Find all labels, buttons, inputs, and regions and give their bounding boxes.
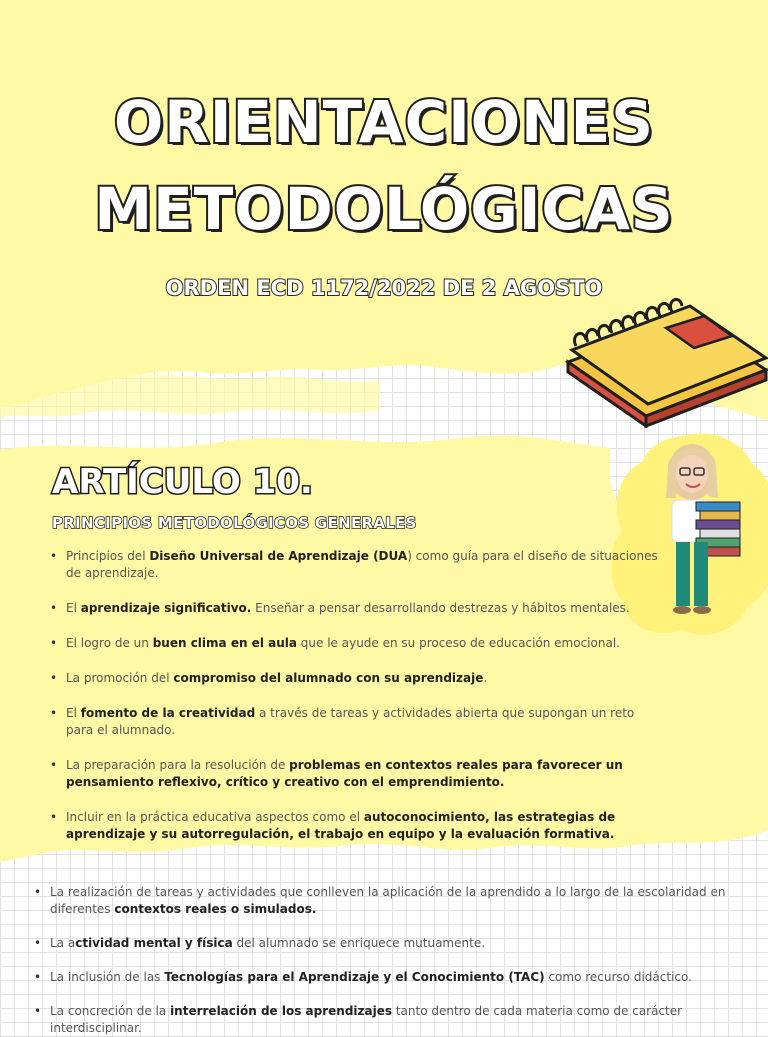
list-item-highlight: interrelación de los aprendizajes: [170, 1004, 393, 1018]
list-item-text: La concreción de la: [50, 1004, 171, 1018]
list-item: [48, 757, 658, 791]
list-item-text: a través de tareas y actividades abierta que supongan un reto para el alumnado.: [66, 706, 635, 737]
list-item-highlight: ctividad mental y física: [75, 936, 233, 950]
list-item-text: Enseñar a pensar desarrollando destrezas y hábitos mentales.: [251, 601, 630, 615]
list-item-text: La a: [50, 936, 76, 950]
list-item: [48, 600, 658, 617]
list-item: [48, 809, 658, 843]
list-item-highlight: autoconocimiento, las estrategias de aprendizaje y su autorregulación, el trabajo en equipo y la evaluación formativa.: [66, 810, 616, 841]
list-item-text: que le ayude en su proceso de educación emocional.: [296, 636, 620, 650]
list-item-text: ) como guía para el diseño de situaciones de aprendizaje.: [66, 549, 658, 580]
list-item-text: La promoción del: [66, 671, 174, 685]
list-item-text: del alumnado se enriquece mutuamente.: [232, 936, 486, 950]
page-subtitle: ORDEN ECD 1172/2022 DE 2 AGOSTO: [165, 276, 603, 300]
list-item-text: Principios del: [66, 549, 150, 563]
section-heading: PRINCIPIOS METODOLÓGICOS GENERALES: [52, 514, 417, 532]
list-item-text: .: [483, 671, 488, 685]
list-item-text: El: [66, 706, 81, 720]
list-item-highlight: compromiso del alumnado con su aprendizaje: [173, 671, 484, 685]
list-item: [32, 884, 752, 918]
list-item: [48, 548, 658, 582]
list-item-text: La inclusión de las: [50, 970, 165, 984]
list-item: [48, 670, 658, 687]
list-item-highlight: fomento de la creatividad: [80, 706, 256, 720]
list-item-text: como recurso didáctico.: [544, 970, 692, 984]
list-item-text: El logro de un: [66, 636, 153, 650]
list-item: [32, 935, 752, 952]
page-title-line-1: ORIENTACIONES: [113, 88, 655, 156]
list-item-text: La preparación para la resolución de: [66, 758, 290, 772]
list-item-highlight: contextos reales o simulados.: [114, 902, 317, 916]
page-title-line-2: METODOLÓGICAS: [94, 175, 674, 243]
spiral-notebook-icon: [562, 288, 768, 428]
list-item-highlight: aprendizaje significativo.: [80, 601, 252, 615]
list-item: [32, 1003, 752, 1037]
list-item-highlight: problemas en contextos reales para favorecer un pensamiento reflexivo, crítico y creativo con el emprendimiento.: [66, 758, 623, 789]
list-item-text: Incluir en la práctica educativa aspectos como el: [66, 810, 364, 824]
list-item: [48, 705, 658, 739]
article-title: ARTÍCULO 10.: [52, 462, 313, 502]
teacher-avatar-icon: [650, 438, 762, 618]
principles-list: [48, 548, 658, 843]
list-item-text: tanto dentro de cada materia como de carácter interdisciplinar.: [50, 1004, 683, 1035]
list-item: [32, 969, 752, 986]
list-item-highlight: buen clima en el aula: [152, 636, 297, 650]
list-item-highlight: Tecnologías para el Aprendizaje y el Conocimiento (TAC): [164, 970, 545, 984]
list-item-highlight: Diseño Universal de Aprendizaje (DUA: [149, 549, 408, 563]
list-item-text: El: [66, 601, 81, 615]
additional-principles-list: [32, 884, 752, 1037]
list-item-text: La realización de tareas y actividades que conlleven la aplicación de la aprendido a lo largo de la escolaridad en diferentes: [50, 885, 726, 916]
list-item: [48, 635, 658, 652]
